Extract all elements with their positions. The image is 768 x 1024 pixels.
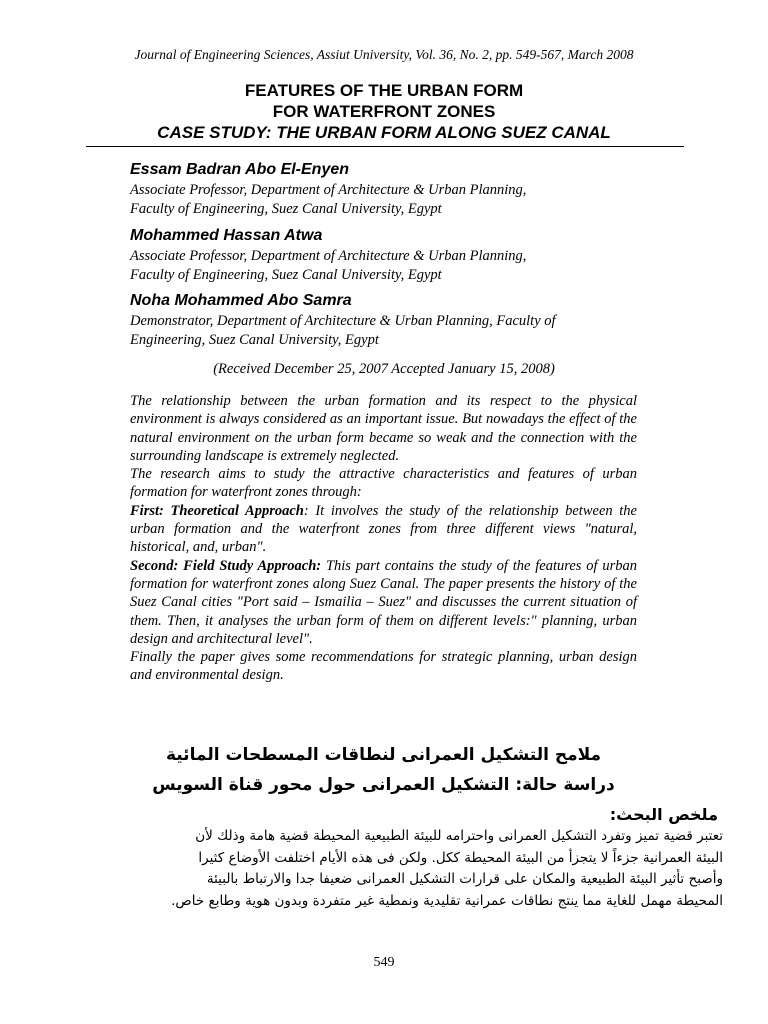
author-2-affiliation xyxy=(130,247,650,285)
arabic-abstract xyxy=(45,826,723,912)
title-line-1: FEATURES OF THE URBAN FORM xyxy=(244,81,524,100)
abstract-paragraph-1: The relationship between the urban formation and its respect to the physical environment is always considered as an important issue. But nowadays the effect of the natural environment on the urban form became so weak and the connection with the surrounding landscape is extremely neglected. xyxy=(130,393,637,464)
journal-citation: Journal of Engineering Sciences, Assiut University, Vol. 36, No. 2, pp. 549-567, March 2008 xyxy=(134,47,634,62)
field-study-text: This part contains the study of the features of urban formation for waterfront zones along Suez Canal. The paper presents the history of the Suez Canal cities "Port said – Ismailia – Suez" and discusses the current situation of them. Then, it analyses the urban form of them on different levels:" planning, urban design and architectural level". xyxy=(130,557,637,647)
arabic-abstract-heading: ملخص البحث: xyxy=(609,805,718,824)
arabic-abstract-line-3: وأصبح تأثير البيئة الطبيعية والمكان على قرارات التشكيل العمرانى ضعيفا جدا والارتباط بالبيئة xyxy=(206,871,723,887)
arabic-title-line-2: دراسة حالة: التشكيل العمرانى حول محور قناة السويس xyxy=(152,775,615,795)
author-3-name: Noha Mohammed Abo Samra xyxy=(130,292,352,309)
author-2-affil-line-2: Faculty of Engineering, Suez Canal University, Egypt xyxy=(130,267,442,283)
author-3-affiliation xyxy=(130,312,650,350)
arabic-abstract-line-1: تعتبر قضية تميز وتفرد التشكيل العمرانى واحترامه للبيئة الطبيعية المحيطة قضية هامة وذلك لأن xyxy=(195,828,723,844)
arabic-title xyxy=(130,740,637,800)
arabic-abstract-line-4: المحيطة مهمل للغاية مما ينتج نطاقات عمرانية تقليدية ونمطية غير متفردة وبدون هوية وطابع خاص. xyxy=(171,892,723,909)
theoretical-approach-text: : It involves the study of the relationship between the urban formation and the waterfront zones from three different views "natural, historical, and, urban". xyxy=(130,502,637,556)
theoretical-approach-label: First: Theoretical Approach xyxy=(130,502,304,519)
author-1-affiliation xyxy=(130,181,650,219)
author-2-affil-line-1: Associate Professor, Department of Architecture & Urban Planning, xyxy=(130,248,527,264)
arabic-abstract-line-2: البيئة العمرانية جزءاً لا يتجزأ من البيئة المحيطة ككل. ولكن فى هذه الأيام اختلفت الأوضاع كثيرا xyxy=(198,849,723,866)
author-1-affil-line-2: Faculty of Engineering, Suez Canal University, Egypt xyxy=(130,201,442,217)
author-2-name: Mohammed Hassan Atwa xyxy=(130,227,323,244)
abstract xyxy=(130,392,637,685)
author-3-affil-line-2: Engineering, Suez Canal University, Egypt xyxy=(130,332,379,348)
received-dates: (Received December 25, 2007 Accepted January 15, 2008) xyxy=(213,361,555,377)
abstract-paragraph-2: The research aims to study the attractive characteristics and features of urban formation for waterfront zones through: xyxy=(130,466,637,501)
field-study-label: Second: Field Study Approach: xyxy=(130,557,322,574)
abstract-paragraph-4 xyxy=(130,557,637,648)
title-divider xyxy=(86,146,684,147)
abstract-paragraph-5: Finally the paper gives some recommendations for strategic planning, urban design and environmental design. xyxy=(130,649,637,684)
arabic-title-line-1: ملامح التشكيل العمرانى لنطاقات المسطحات المائية xyxy=(165,745,602,765)
abstract-paragraph-3 xyxy=(130,502,637,557)
title-case-study: CASE STUDY: THE URBAN FORM ALONG SUEZ CANAL xyxy=(157,123,611,142)
title-line-2: FOR WATERFRONT ZONES xyxy=(272,102,496,121)
author-3-affil-line-1: Demonstrator, Department of Architecture & Urban Planning, Faculty of xyxy=(130,313,556,329)
author-1-name: Essam Badran Abo El-Enyen xyxy=(130,161,350,178)
paper-title xyxy=(0,80,768,143)
author-1-affil-line-1: Associate Professor, Department of Architecture & Urban Planning, xyxy=(130,182,527,198)
page-number: 549 xyxy=(373,955,395,970)
